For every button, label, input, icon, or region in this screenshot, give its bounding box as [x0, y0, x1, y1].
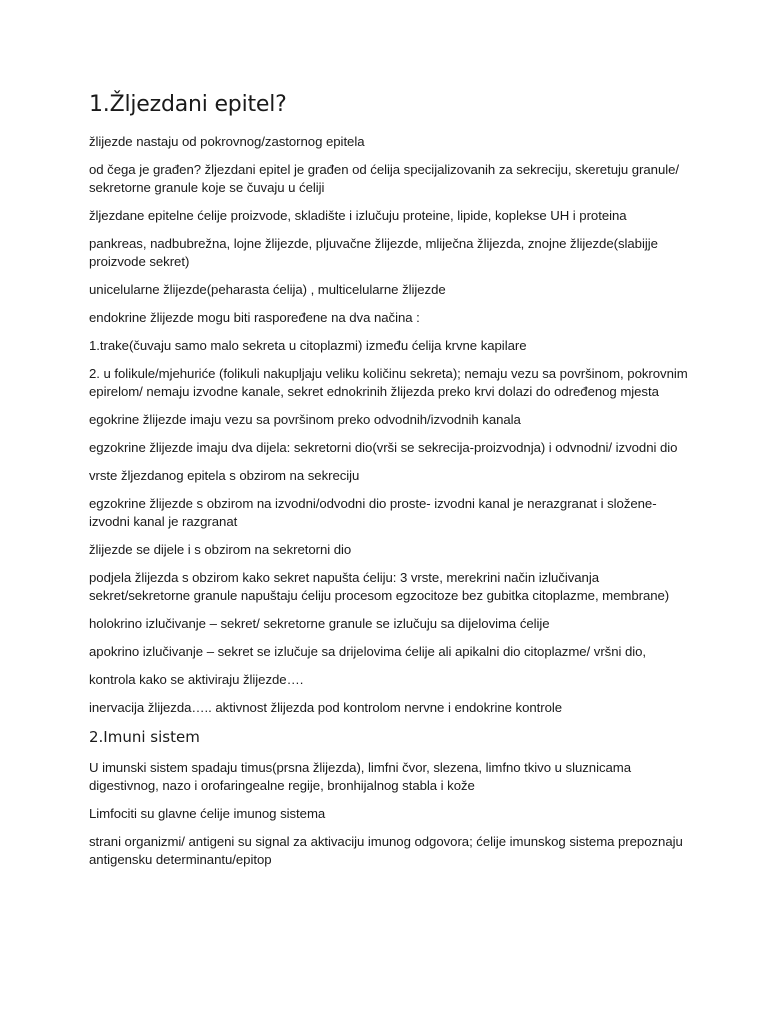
document-page	[89, 90, 689, 879]
paragraph: od čega je građen? žljezdani epitel je građen od ćelija specijalizovanih za sekreciju, skeretuju granule/ sekretorne granule koje se čuvaju u ćeliji	[89, 162, 680, 195]
paragraph: žlijezde nastaju od pokrovnog/zastornog epitela	[89, 134, 365, 149]
paragraph: 1.trake(čuvaju samo malo sekreta u citoplazmi) između ćelija krvne kapilare	[89, 338, 527, 353]
paragraph: žlijezde se dijele i s obzirom na sekretorni dio	[89, 542, 352, 557]
paragraph: vrste žljezdanog epitela s obzirom na sekreciju	[89, 468, 360, 483]
section-title: 2.Imuni sistem	[89, 728, 200, 746]
paragraph: U imunski sistem spadaju timus(prsna žlijezda), limfni čvor, slezena, limfno tkivo u sluznicama digestivnog, nazo i orofaringealne regije, bronhijalnog stabla i kože	[89, 760, 631, 793]
paragraph: apokrino izlučivanje – sekret se izlučuje sa drijelovima ćelije ali apikalni dio citoplazme/ vršni dio,	[89, 644, 647, 659]
paragraph: pankreas, nadbubrežna, lojne žlijezde, pljuvačne žlijezde, mliječna žlijezda, znojne žlijezde(slabijje proizvode sekret)	[89, 236, 658, 269]
paragraph: kontrola kako se aktiviraju žlijezde….	[89, 672, 304, 687]
paragraph: holokrino izlučivanje – sekret/ sekretorne granule se izlučuju sa dijelovima ćelije	[89, 616, 550, 631]
paragraph: egzokrine žlijezde s obzirom na izvodni/odvodni dio proste- izvodni kanal je nerazgranat i složene- izvodni kanal je razgranat	[89, 496, 657, 529]
paragraph: žljezdane epitelne ćelije proizvode, skladište i izlučuju proteine, lipide, koplekse UH i proteina	[89, 208, 627, 223]
paragraph: egokrine žlijezde imaju vezu sa površinom preko odvodnih/izvodnih kanala	[89, 412, 521, 427]
paragraph: egzokrine žlijezde imaju dva dijela: sekretorni dio(vrši se sekrecija-proizvodnja) i odvnodni/ izvodni dio	[89, 440, 678, 455]
paragraph: endokrine žlijezde mogu biti raspoređene na dva načina :	[89, 310, 420, 325]
paragraph: strani organizmi/ antigeni su signal za aktivaciju imunog odgovora; ćelije imunskog sistema prepoznaju antigensku determinantu/epitop	[89, 834, 683, 867]
section-title: 1.Žljezdani epitel?	[89, 92, 287, 117]
paragraph: Limfociti su glavne ćelije imunog sistema	[89, 806, 326, 821]
paragraph: inervacija žlijezda….. aktivnost žlijezda pod kontrolom nervne i endokrine kontrole	[89, 700, 563, 715]
paragraph: unicelularne žlijezde(peharasta ćelija) , multicelularne žlijezde	[89, 282, 446, 297]
paragraph: podjela žlijezda s obzirom kako sekret napušta ćeliju: 3 vrste, merekrini način izlučivanja sekret/sekretorne granule napuštaju ćeliju procesom egzocitoze bez gubitka citoplazme, membrane)	[89, 570, 670, 603]
paragraph: 2. u folikule/mjehuriće (folikuli nakupljaju veliku količinu sekreta); nemaju vezu sa površinom, pokrovnim epirelom/ nemaju izvodne kanale, sekret ednokrinih žlijezda preko krvi dolazi do određenog mjesta	[89, 366, 688, 399]
